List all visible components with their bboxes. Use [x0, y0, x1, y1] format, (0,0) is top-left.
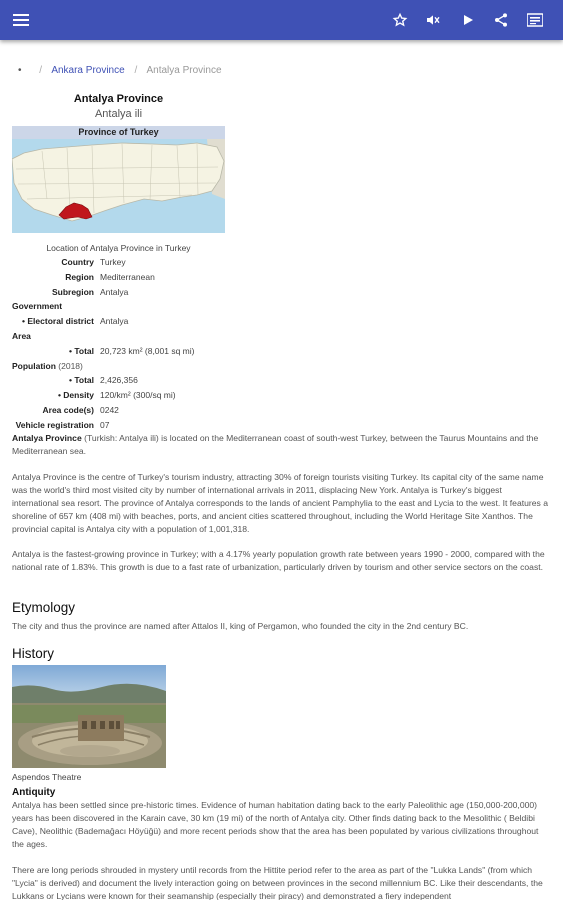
infobox-row-vehicle: Vehicle registration 07: [15, 419, 110, 430]
app-bar: [0, 0, 563, 40]
breadcrumb-separator: /: [39, 65, 43, 76]
infobox-row-region: Region Mediterranean: [65, 271, 155, 282]
antiquity-heading: Antiquity: [12, 787, 56, 798]
map-caption: Location of Antalya Province in Turkey: [46, 243, 191, 253]
star-icon: [392, 12, 408, 28]
breadcrumb-home[interactable]: •: [18, 65, 22, 76]
bookmark-button[interactable]: [383, 0, 417, 40]
infobox-row-density: • Density 120/km² (300/sq mi): [57, 390, 176, 401]
antiquity-paragraph-2: There are long periods shrouded in mystery until records from the Hittite period refer to the area as part of the "Lukka Lands" (from which "Lycia" is derived) and document the lively interaction going on between provinces in the second millennium BC. Like their descendants, the Lukkans or Lycians were known for their seamanship (especially their piracy) and demonstrated a fiery independent: [12, 865, 543, 900]
infobox-row-area-code: Area code(s) 0242: [42, 404, 119, 415]
infobox-row-country: Country Turkey: [61, 257, 126, 267]
infobox-section-government: Government: [12, 301, 63, 312]
growth-paragraph: Antalya is the fastest-growing province in Turkey; with a 4.17% yearly population growth rate between years 1990 - 2000, compared with the national rate of 1.83%. This growth is due to a fast rate of urbanization, particularly driven by tourism and other service sectors on the coast.: [12, 549, 545, 572]
share-icon: [493, 12, 509, 28]
location-map[interactable]: [12, 139, 225, 233]
infobox-row-subregion: Subregion Antalya: [51, 286, 129, 297]
menu-button[interactable]: [4, 0, 38, 40]
infobox: [12, 92, 225, 433]
aspendos-theatre-photo[interactable]: [12, 665, 166, 768]
mute-icon: [425, 12, 441, 28]
reader-mode-button[interactable]: [518, 0, 552, 40]
intro-paragraph: Antalya Province (Turkish: Antalya ili) is located on the Mediterranean coast of south-west Turkey, between the Taurus Mountains and the Mediterranean sea.: [12, 433, 539, 456]
history-heading: History: [12, 646, 55, 661]
infobox-row-electoral: • Electoral district Antalya: [22, 316, 129, 327]
infobox-band: Province of Turkey: [12, 126, 225, 139]
infobox-native-name: Antalya ili: [94, 108, 143, 120]
breadcrumb: [18, 65, 222, 76]
etymology-heading: Etymology: [12, 600, 76, 615]
infobox-section-area: Area: [12, 330, 31, 341]
play-icon: [462, 14, 474, 26]
play-button[interactable]: [451, 0, 485, 40]
infobox-row-area-total: • Total 20,723 km² (8,001 sq mi): [68, 345, 195, 356]
infobox-row-pop-total: • Total 2,426,356: [68, 375, 138, 386]
tourism-paragraph: Antalya Province is the centre of Turkey's tourism industry, attracting 30% of foreign tourists visiting Turkey. Its capital city of the same name was the world's third most visited city by number of international arrivals in 2011, displacing New York. Antalya is Turkey's biggest international sea resort. The province of Antalya corresponds to the lands of ancient Pamphylia to the east and Lycia to the west. It features a shoreline of 657 km (408 mi) with beaches, ports, and ancient cities scattered throughout, including the World Heritage Site Xanthos. The provincial capital is Antalya city with a population of 1,001,318.: [12, 472, 548, 534]
breadcrumb-parent-link[interactable]: Ankara Province: [51, 65, 125, 76]
article-content: [0, 40, 563, 900]
breadcrumb-current: Antalya Province: [146, 65, 222, 76]
photo-caption: Aspendos Theatre: [12, 772, 82, 782]
share-button[interactable]: [484, 0, 518, 40]
reader-icon: [527, 13, 543, 27]
antiquity-paragraph-1: Antalya has been settled since pre-historic times. Evidence of human habitation dating back to the early Paleolithic age (150,000-200,000) years has been discovered in the Karain cave, 30 km (19 mi) of the north of Antalya city. Other finds dating back to the Mesolithic ( Beldibi Cave), Neolithic (Bademağacı Höyüğü) and more recent periods show that the area has been populated by various civilizations throughout the ages.: [12, 800, 539, 849]
menu-icon: [13, 14, 29, 26]
infobox-title: Antalya Province: [73, 93, 164, 105]
mute-button[interactable]: [416, 0, 450, 40]
infobox-section-population: Population (2018): [12, 360, 83, 371]
etymology-paragraph: The city and thus the province are named after Attalos II, king of Pergamon, who founded the city in the 2nd century BC.: [12, 621, 469, 631]
breadcrumb-separator: /: [134, 65, 138, 76]
article-subject: Antalya Province: [12, 433, 82, 443]
